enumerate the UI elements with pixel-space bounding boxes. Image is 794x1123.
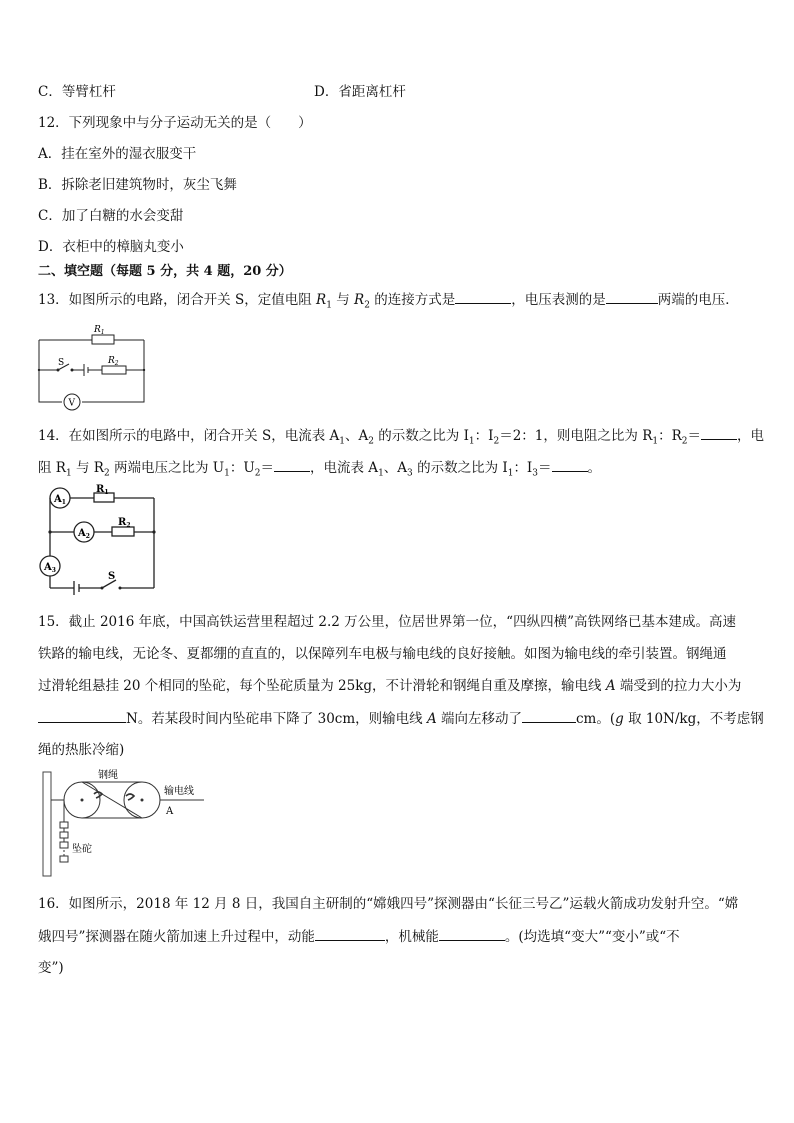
q11-option-d: D．省距离杠杆 <box>314 84 406 100</box>
q13-fig-meter: V <box>68 398 75 409</box>
q14-r2-resistor <box>112 527 134 536</box>
q14-circuit-diagram <box>38 484 158 596</box>
q13-stem <box>38 290 739 315</box>
q12-option-a: A．挂在室外的湿衣服变干 <box>38 146 197 162</box>
q14-t1c: 的示数之比为 I <box>373 428 469 444</box>
q13-text-3: 的连接方式是 <box>369 292 456 308</box>
q13-fig-r2-sub: 2 <box>114 360 119 367</box>
q16-line-1: 16．如图所示，2018 年 12 月 8 日，我国自主研制的“嫦娥四号”探测器由“长征三号乙”运载火箭成功发射升空。“嫦 <box>38 896 739 912</box>
q15-weight-2 <box>60 832 68 838</box>
q14-t2j: ＝ <box>538 460 552 476</box>
svg-text:A3 <box>43 562 56 574</box>
q14-fig-a3-sub: 3 <box>51 567 56 574</box>
q14-t2b: 与 R <box>71 460 104 476</box>
q15-blank-2[interactable] <box>522 709 576 723</box>
q12-option-c: C．加了白糖的水会变甜 <box>38 208 184 224</box>
q13-blank-2[interactable] <box>606 290 658 304</box>
q14-t1f: ：R <box>658 428 682 444</box>
q14-line-2 <box>38 458 601 483</box>
q15-weight-1 <box>60 822 68 828</box>
q14-s6: 2 <box>681 436 688 447</box>
q14-s8: 2 <box>103 468 110 479</box>
q15-wall <box>43 772 51 876</box>
q14-s5: 1 <box>652 436 659 447</box>
q15-line-1: 15．截止 2016 年底，中国高铁运营里程超过 2.2 万公里，位居世界第一位，“四纵四横”高铁网络已基本建成。高速 <box>38 614 736 630</box>
q14-s12: 3 <box>407 468 413 479</box>
q14-fig-a1: A <box>54 494 62 505</box>
svg-text:A2 <box>77 528 90 540</box>
q14-fig-r2: R <box>118 517 127 528</box>
q14-t1e: ＝2：1，则电阻之比为 R <box>499 428 653 444</box>
q15-t3b: 端受到的拉力大小为 <box>615 678 742 694</box>
q12-option-d: D．衣柜中的樟脑丸变小 <box>38 239 184 255</box>
q14-s13: 1 <box>507 468 514 479</box>
q13-text-5: 两端的电压． <box>657 292 739 308</box>
q13-r2-resistor <box>102 366 126 374</box>
q16-t2b: ，机械能 <box>384 929 439 945</box>
svg-text:A1 <box>53 494 66 506</box>
q16-blank-1[interactable] <box>315 927 385 941</box>
q11-option-c: C．等臂杠杆 <box>38 84 116 100</box>
svg-text:R2 <box>107 356 119 367</box>
q14-t2i: ：I <box>513 460 533 476</box>
q15-line-3 <box>38 677 741 695</box>
q16-line-2 <box>38 927 680 946</box>
q15-pulley-diagram <box>40 770 210 880</box>
q13-fig-r1-sub: 1 <box>100 329 105 336</box>
q15-t4b: 端向左移动了 <box>436 711 522 727</box>
q15-line-4 <box>38 709 764 728</box>
q14-s14: 3 <box>532 468 539 479</box>
q14-fig-r1-sub: 1 <box>104 489 109 496</box>
q14-t1g: ＝ <box>687 428 701 444</box>
q14-blank-2[interactable] <box>274 458 310 472</box>
q13-text-1: 13．如图所示的电路，闭合开关 S，定值电阻 <box>38 292 317 308</box>
q14-blank-1[interactable] <box>701 426 737 440</box>
q14-s10: 2 <box>254 468 261 479</box>
q14-t2d: ：U <box>229 460 255 476</box>
q15-t4c: cm。( <box>575 711 616 727</box>
q14-s7: 1 <box>65 468 72 479</box>
q16-t2a: 娥四号”探测器在随火箭加速上升过程中，动能 <box>38 929 315 945</box>
q14-s9: 1 <box>224 468 230 479</box>
q14-s2: 2 <box>368 436 374 447</box>
q15-line-5: 绳的热胀冷缩) <box>38 742 125 758</box>
q14-s4: 2 <box>493 436 500 447</box>
q12-option-b: B．拆除老旧建筑物时，灰尘飞舞 <box>38 177 237 193</box>
q15-t3-A: A <box>605 678 616 694</box>
q15-weight-3 <box>60 842 68 848</box>
q14-s1: 1 <box>339 436 345 447</box>
q14-t2c: 两端电压之比为 U <box>109 460 225 476</box>
q13-fig-r1: R <box>94 325 101 335</box>
q13-fig-r2: R <box>108 356 115 366</box>
q13-text-4: ，电压表测的是 <box>511 292 606 308</box>
q13-text-2: 与 <box>331 292 355 308</box>
q14-t2h: 的示数之比为 I <box>412 460 508 476</box>
q14-fig-r2-sub: 2 <box>126 522 131 529</box>
q16-line-3: 变”) <box>38 960 64 976</box>
q14-fig-r1: R <box>96 484 105 495</box>
q14-t1b: 、A <box>345 428 369 444</box>
q13-r1-resistor <box>92 335 114 344</box>
q13-blank-1[interactable] <box>455 290 511 304</box>
q13-r2-sub: 2 <box>364 300 370 311</box>
q15-line-2: 铁路的输电线，无论冬、夏都绷的直直的，以保障列车电极与输电线的良好接触。如图为输电线的牵引装置。钢绳通 <box>38 646 727 662</box>
q14-t2a: 阻 R <box>38 460 66 476</box>
q14-s3: 1 <box>468 436 475 447</box>
q14-fig-a1-sub: 1 <box>61 499 66 506</box>
svg-text:R2 <box>118 517 131 529</box>
q14-t1h: ，电 <box>737 428 764 444</box>
q14-t1d: ：I <box>474 428 494 444</box>
q15-t3a: 过滑轮组悬挂 20 个相同的坠砣，每个坠砣质量为 25kg，不计滑轮和钢绳自重及摩擦，输电线 <box>38 678 606 694</box>
q15-t4d: 取 10N/kg，不考虑钢 <box>623 711 764 727</box>
q15-fig-end-a: A <box>166 806 174 817</box>
q13-fig-switch: S <box>58 358 65 368</box>
q14-fig-a2: A <box>78 528 86 539</box>
q15-t4-A: A <box>426 711 437 727</box>
q15-fig-weights: 坠砣 <box>72 844 92 855</box>
q14-fig-a2-sub: 2 <box>85 533 90 540</box>
q14-s11: 1 <box>378 468 384 479</box>
svg-text:R1 <box>93 325 105 336</box>
q16-blank-2[interactable] <box>439 927 505 941</box>
q13-r1: R <box>316 292 327 308</box>
q14-fig-switch: S <box>108 571 116 582</box>
q15-t4-g: g <box>615 711 624 727</box>
q16-t2c: 。(均选填“变大”“变小”或“不 <box>504 929 680 945</box>
q14-line-1 <box>38 426 764 451</box>
q13-r2: R <box>354 292 365 308</box>
q15-t4a: N。若某段时间内坠砣串下降了 30cm，则输电线 <box>126 711 427 727</box>
q14-t1a: 14．在如图所示的电路中，闭合开关 S，电流表 A <box>38 428 340 444</box>
svg-text:R1 <box>96 484 109 496</box>
q15-blank-1[interactable] <box>38 709 126 723</box>
q13-r1-sub: 1 <box>326 300 332 311</box>
q14-t2f: ，电流表 A <box>310 460 379 476</box>
q15-fig-wire: 输电线 <box>164 786 194 797</box>
q14-t2e: ＝ <box>260 460 275 476</box>
q14-fig-a3: A <box>44 562 52 573</box>
q14-t2k: 。 <box>587 460 602 476</box>
q14-blank-3[interactable] <box>552 458 588 472</box>
q15-fig-rope: 钢绳 <box>98 770 118 781</box>
q14-t2g: 、A <box>383 460 408 476</box>
q13-circuit-diagram <box>36 320 148 412</box>
section-heading: 二、填空题（每题 5 分，共 4 题，20 分） <box>38 264 292 279</box>
q12-stem: 12．下列现象中与分子运动无关的是（ ） <box>38 115 312 131</box>
q15-weight-4 <box>60 856 68 862</box>
